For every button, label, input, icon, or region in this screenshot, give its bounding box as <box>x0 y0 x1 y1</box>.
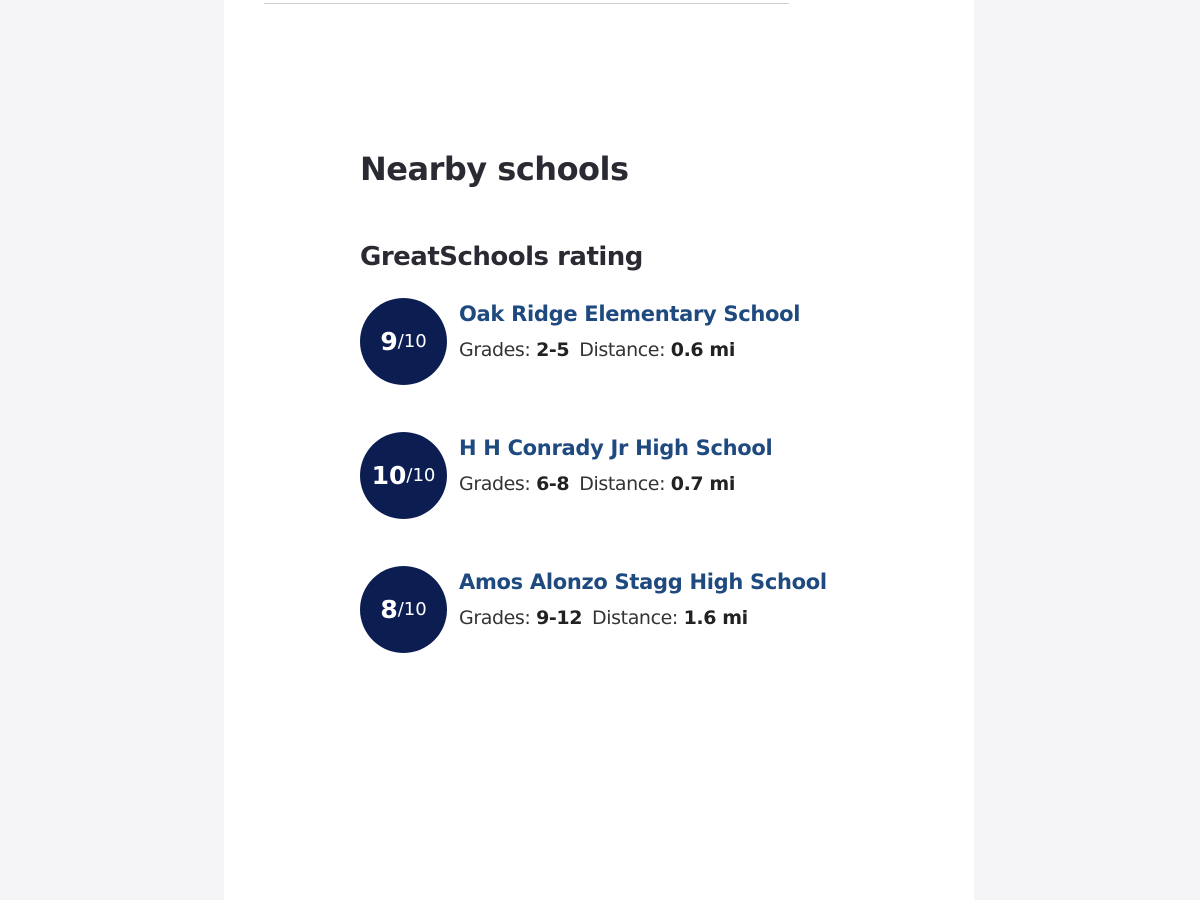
rating-subtitle: GreatSchools rating <box>360 242 643 272</box>
school-item <box>360 566 880 654</box>
rating-score: 8 <box>380 595 398 624</box>
rating-out-of: /10 <box>406 465 436 486</box>
distance-label: Distance: <box>592 607 678 629</box>
school-link[interactable]: Oak Ridge Elementary School <box>459 302 801 326</box>
school-meta <box>459 607 748 629</box>
school-item <box>360 298 880 386</box>
school-link[interactable]: H H Conrady Jr High School <box>459 436 773 460</box>
distance-value: 0.7 mi <box>670 473 735 495</box>
grades-value: 6-8 <box>536 473 570 495</box>
school-meta <box>459 339 735 361</box>
grades-value: 9-12 <box>536 607 583 629</box>
rating-badge <box>360 566 447 653</box>
grades-label: Grades: <box>459 473 531 495</box>
distance-value: 0.6 mi <box>670 339 735 361</box>
school-link[interactable]: Amos Alonzo Stagg High School <box>459 570 827 594</box>
distance-value: 1.6 mi <box>683 607 748 629</box>
distance-label: Distance: <box>579 473 666 495</box>
divider <box>264 3 789 4</box>
rating-badge <box>360 432 447 519</box>
grades-label: Grades: <box>459 339 531 361</box>
rating-score: 9 <box>380 327 398 356</box>
rating-out-of: /10 <box>397 599 427 620</box>
grades-label: Grades: <box>459 607 531 629</box>
section-title: Nearby schools <box>360 150 629 188</box>
rating-score: 10 <box>371 461 407 490</box>
rating-badge <box>360 298 447 385</box>
rating-out-of: /10 <box>397 331 427 352</box>
school-item <box>360 432 880 520</box>
distance-label: Distance: <box>579 339 666 361</box>
school-meta <box>459 473 735 495</box>
grades-value: 2-5 <box>536 339 570 361</box>
